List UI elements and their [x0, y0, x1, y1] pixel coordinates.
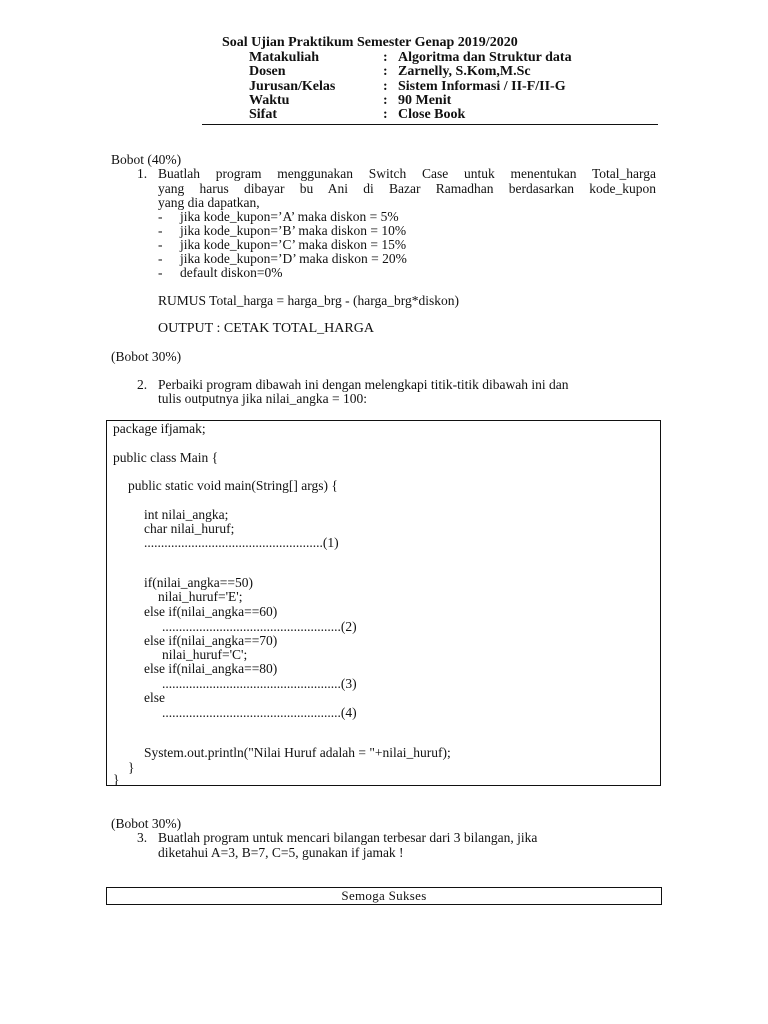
q1-item: default diskon=0% — [180, 265, 283, 280]
q1-bullet: - — [158, 223, 163, 238]
q3-bobot: (Bobot 30%) — [111, 816, 182, 831]
code-line: nilai_huruf='C'; — [162, 647, 248, 662]
code-line: if(nilai_angka==50) — [144, 575, 253, 590]
code-line: public class Main { — [113, 450, 219, 465]
code-line: package ifjamak; — [113, 421, 206, 436]
q2-line1: Perbaiki program dibawah ini dengan melengkapi titik-titik dibawah ini dan — [158, 377, 569, 392]
q1-line1: Buatlah program menggunakan Switch Case untuk menentukan Total_harga — [158, 166, 656, 181]
q1-bullet: - — [158, 237, 163, 252]
header-colon: : — [383, 93, 388, 108]
blank-3: .....................................................(3) — [162, 676, 357, 691]
footer-box — [106, 887, 662, 905]
q3-line2: diketahui A=3, B=7, C=5, gunakan if jamak ! — [158, 845, 404, 860]
q3-number: 3. — [137, 830, 148, 845]
header-value-waktu: 90 Menit — [398, 93, 452, 108]
q1-item: jika kode_kupon=’D’ maka diskon = 20% — [180, 251, 407, 266]
header-colon: : — [383, 107, 388, 122]
header-colon: : — [383, 50, 388, 65]
header-divider — [202, 124, 658, 125]
code-line: int nilai_angka; — [144, 507, 229, 522]
q1-bullet: - — [158, 209, 163, 224]
header-label-jurusan: Jurusan/Kelas — [249, 79, 336, 94]
footer-text: Semoga Sukses — [341, 888, 427, 903]
header-value-sifat: Close Book — [398, 107, 466, 122]
header-label-waktu: Waktu — [249, 93, 290, 108]
header-value-jurusan: Sistem Informasi / II-F/II-G — [398, 79, 566, 94]
code-line: System.out.println("Nilai Huruf adalah = "+nilai_huruf); — [144, 745, 451, 760]
header-label-sifat: Sifat — [249, 107, 277, 122]
code-line: else if(nilai_angka==60) — [144, 604, 278, 619]
blank-2: .....................................................(2) — [162, 619, 357, 634]
q1-bullet: - — [158, 251, 163, 266]
q2-line2: tulis outputnya jika nilai_angka = 100: — [158, 391, 367, 406]
code-line: else — [144, 690, 165, 705]
q1-item: jika kode_kupon=’C’ maka diskon = 15% — [180, 237, 407, 252]
code-line: else if(nilai_angka==70) — [144, 633, 278, 648]
q1-number: 1. — [137, 166, 148, 181]
exam-title: Soal Ujian Praktikum Semester Genap 2019/2020 — [222, 35, 518, 50]
code-line: else if(nilai_angka==80) — [144, 661, 278, 676]
q1-line2: yang harus dibayar bu Ani di Bazar Ramadhan berdasarkan kode_kupon — [158, 181, 656, 196]
code-line: public static void main(String[] args) { — [128, 478, 338, 493]
code-line: } — [128, 760, 135, 775]
q1-line3: yang dia dapatkan, — [158, 195, 260, 210]
header-value-matakuliah: Algoritma dan Struktur data — [398, 50, 572, 65]
q1-rumus: RUMUS Total_harga = harga_brg - (harga_brg*diskon) — [158, 293, 460, 308]
header-colon: : — [383, 64, 388, 79]
q1-item: jika kode_kupon=’A’ maka diskon = 5% — [180, 209, 399, 224]
q3-line1: Buatlah program untuk mencari bilangan terbesar dari 3 bilangan, jika — [158, 830, 538, 845]
q2-bobot: (Bobot 30%) — [111, 349, 182, 364]
q1-output: OUTPUT : CETAK TOTAL_HARGA — [158, 321, 374, 336]
code-line: char nilai_huruf; — [144, 521, 235, 536]
blank-4: .....................................................(4) — [162, 705, 357, 720]
q2-number: 2. — [137, 377, 148, 392]
header-label-matakuliah: Matakuliah — [249, 50, 320, 65]
code-line: nilai_huruf='E'; — [158, 589, 243, 604]
header-colon: : — [383, 79, 388, 94]
header-value-dosen: Zarnelly, S.Kom,M.Sc — [398, 64, 531, 79]
q1-bullet: - — [158, 265, 163, 280]
q1-bobot: Bobot (40%) — [111, 152, 182, 167]
header-label-dosen: Dosen — [249, 64, 286, 79]
q1-item: jika kode_kupon=’B’ maka diskon = 10% — [180, 223, 407, 238]
blank-1: .....................................................(1) — [144, 535, 339, 550]
code-line: } — [113, 772, 120, 787]
